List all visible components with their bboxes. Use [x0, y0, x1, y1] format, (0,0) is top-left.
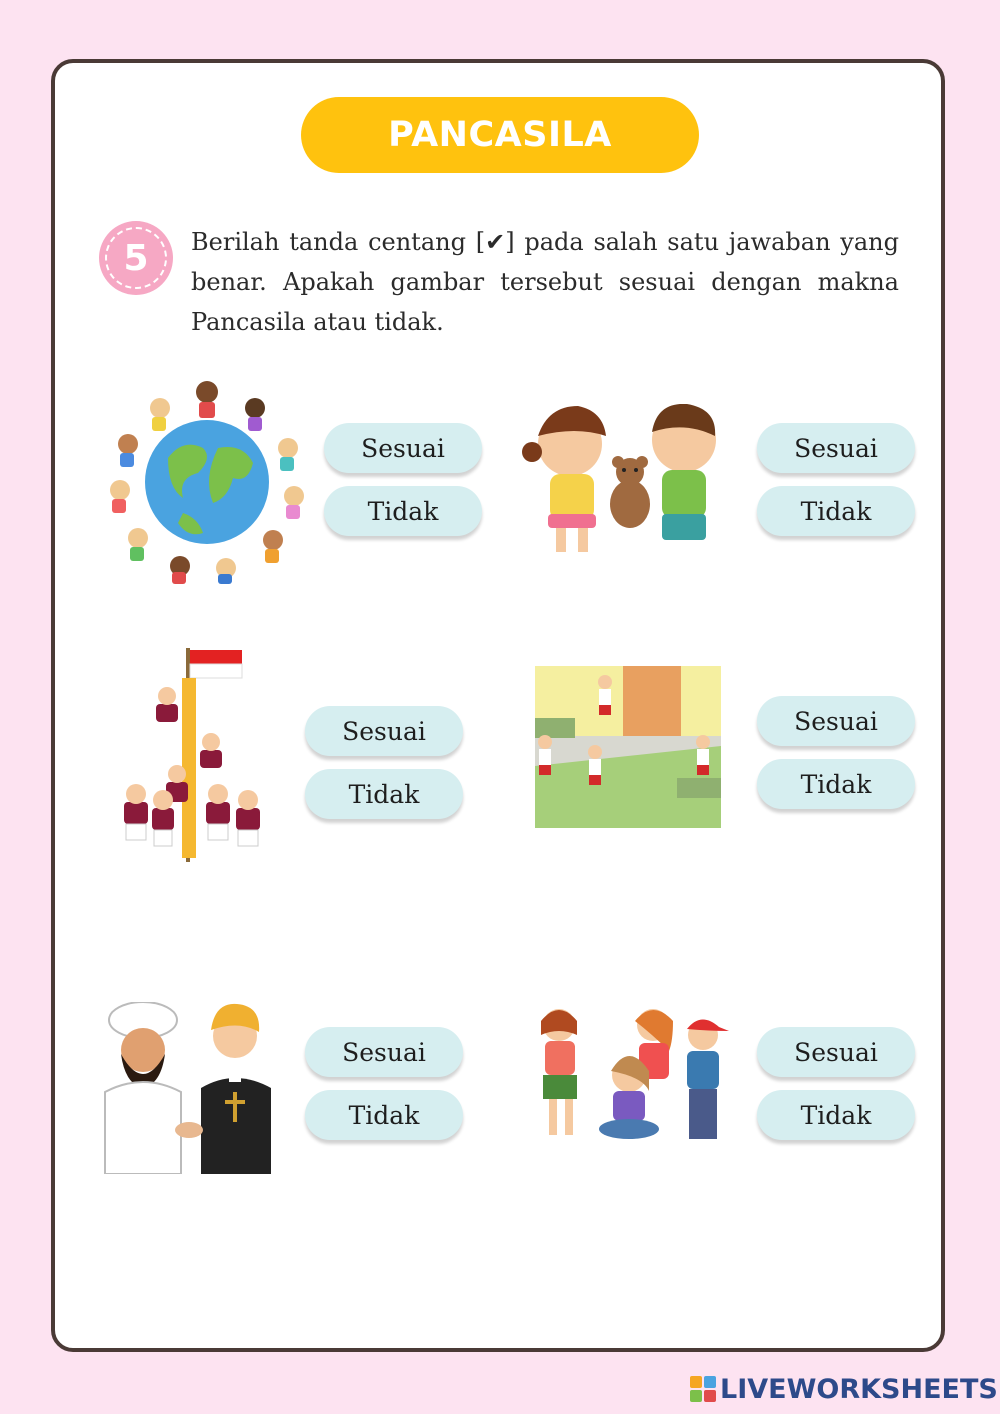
worksheet-title: PANCASILA — [301, 97, 699, 173]
item6-option-tidak[interactable]: Tidak — [757, 1090, 915, 1140]
item4-option-tidak[interactable]: Tidak — [757, 759, 915, 809]
item6-option-sesuai[interactable]: Sesuai — [757, 1027, 915, 1077]
item3-option-tidak[interactable]: Tidak — [305, 769, 463, 819]
item2-option-tidak[interactable]: Tidak — [757, 486, 915, 536]
children-bullying-girl-illustration — [523, 1005, 733, 1147]
children-fighting-over-teddy-bear-illustration — [522, 404, 734, 558]
question-number: 5 — [105, 227, 167, 289]
religious-leaders-shaking-hands-illustration — [101, 1002, 281, 1174]
children-around-globe-illustration — [108, 378, 306, 584]
item5-option-tidak[interactable]: Tidak — [305, 1090, 463, 1140]
question-number-badge — [99, 221, 173, 295]
footer-brand: LIVEWORKSHEETS — [720, 1373, 998, 1405]
item1-option-sesuai[interactable]: Sesuai — [324, 423, 482, 473]
item3-option-sesuai[interactable]: Sesuai — [305, 706, 463, 756]
item1-option-tidak[interactable]: Tidak — [324, 486, 482, 536]
item2-option-sesuai[interactable]: Sesuai — [757, 423, 915, 473]
question-instruction: Berilah tanda centang [✔] pada salah satu jawaban yang benar. Apakah gambar tersebut sesuai dengan makna Pancasila atau tidak. — [191, 228, 899, 336]
item4-option-sesuai[interactable]: Sesuai — [757, 696, 915, 746]
children-climbing-flag-pole-illustration — [116, 642, 282, 866]
students-cleaning-school-yard-illustration — [535, 666, 721, 828]
liveworksheets-logo — [690, 1372, 998, 1406]
item5-option-sesuai[interactable]: Sesuai — [305, 1027, 463, 1077]
liveworksheets-mark-icon — [690, 1376, 716, 1402]
